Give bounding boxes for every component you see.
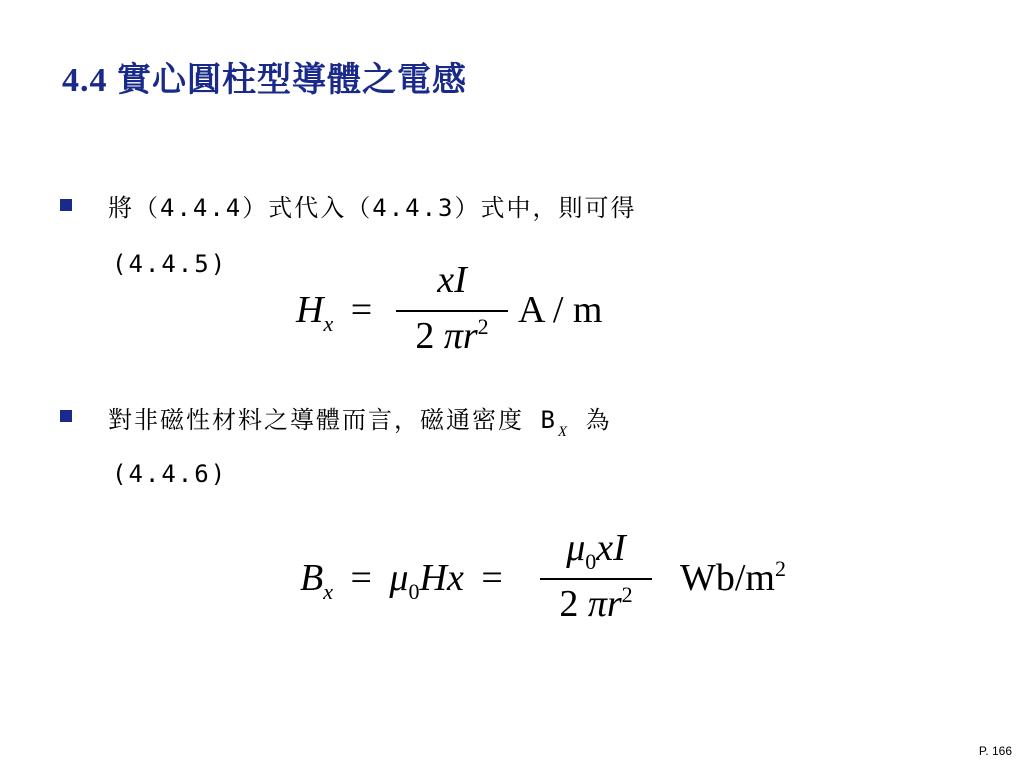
eq2-mid-mu-sub: 0 bbox=[408, 579, 420, 604]
equation-label-4-4-5: (4.4.5) bbox=[112, 250, 228, 278]
bullet-square-icon bbox=[60, 410, 72, 422]
eq2-unit-exp: 2 bbox=[774, 556, 786, 581]
page-number: P. 166 bbox=[978, 744, 1012, 758]
bullet-2-text bbox=[108, 400, 612, 440]
eq2-num-mu: μ bbox=[566, 527, 586, 569]
eq1-den-exp: 2 bbox=[477, 314, 489, 339]
eq2-equals-2: = bbox=[481, 557, 503, 599]
eq2-den-exp: 2 bbox=[621, 582, 633, 607]
eq2-den-var: πr bbox=[587, 583, 622, 625]
eq2-equals-1: = bbox=[350, 557, 372, 599]
bullet-2-text-after: 為 bbox=[569, 406, 612, 434]
eq1-equals: = bbox=[350, 289, 373, 331]
eq2-fraction bbox=[540, 526, 652, 626]
bullet-1-text: 將（4.4.4）式代入（4.4.3）式中，則可得 bbox=[108, 194, 637, 222]
eq2-lhs-sub: x bbox=[323, 579, 333, 604]
eq2-lhs: B bbox=[300, 557, 324, 599]
equation-label-4-4-6: (4.4.6) bbox=[112, 460, 228, 488]
slide-title: 4.4 實心圓柱型導體之電感 bbox=[62, 62, 467, 99]
eq1-unit: A / m bbox=[518, 289, 603, 331]
eq2-mid-rest: Hx bbox=[419, 557, 464, 599]
eq2-num-mu-sub: 0 bbox=[585, 549, 597, 574]
eq2-unit: Wb/m bbox=[680, 557, 775, 599]
eq1-lhs: H bbox=[296, 289, 324, 331]
eq1-lhs-sub: x bbox=[323, 311, 334, 336]
eq2-den-coef: 2 bbox=[559, 583, 579, 625]
bullet-2-text-main: 對非磁性材料之導體而言，磁通密度 B bbox=[108, 406, 557, 434]
eq2-num-rest: xI bbox=[596, 527, 626, 569]
bullet-square-icon bbox=[60, 199, 72, 211]
eq1-numerator: xI bbox=[437, 259, 467, 301]
eq1-fraction bbox=[396, 258, 508, 358]
eq1-fraction-bar bbox=[396, 310, 508, 312]
bullet-2-text-sub: X bbox=[557, 424, 570, 440]
eq1-den-coef: 2 bbox=[415, 315, 435, 357]
eq2-mid-mu: μ bbox=[389, 557, 409, 599]
eq1-den-var: πr bbox=[443, 315, 478, 357]
eq2-fraction-bar bbox=[540, 578, 652, 580]
